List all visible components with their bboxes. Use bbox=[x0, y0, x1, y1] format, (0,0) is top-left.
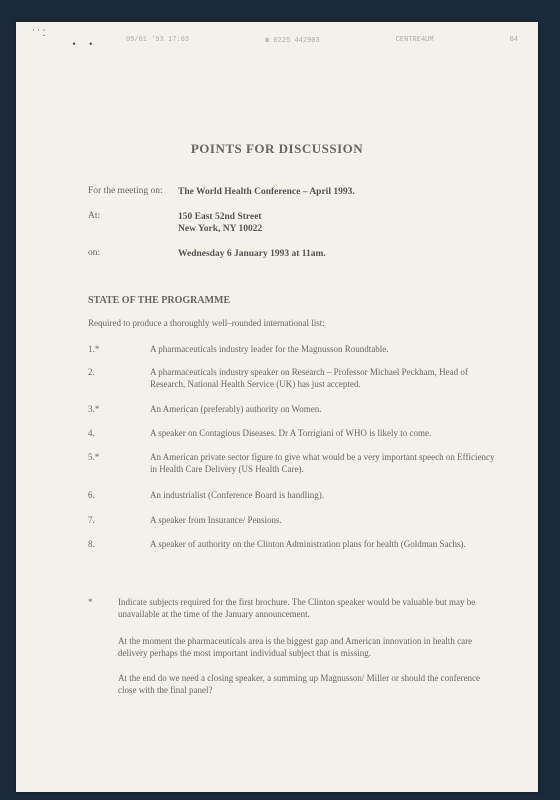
meeting-at-line2: New York, NY 10022 bbox=[178, 224, 263, 234]
item-number: 8. bbox=[88, 539, 95, 549]
footnote-asterisk: * bbox=[88, 597, 93, 607]
item-text: A speaker of authority on the Clinton Administration plans for health (Goldman Sachs). bbox=[150, 539, 466, 549]
item-number: 1.* bbox=[88, 344, 100, 354]
item-text: An American (preferably) authority on Women. bbox=[150, 404, 322, 414]
footnote-text: Indicate subjects required for the first brochure. The Clinton speaker would be valuable but may be unavailable at the time of the January announcement. bbox=[118, 597, 476, 619]
meeting-for-label: For the meeting on: bbox=[88, 186, 163, 196]
meeting-for-value: The World Health Conference – April 1993. bbox=[178, 187, 355, 197]
section-heading: STATE OF THE PROGRAMME bbox=[88, 295, 231, 306]
document-title: POINTS FOR DISCUSSION bbox=[190, 141, 364, 156]
document-page bbox=[16, 22, 538, 792]
fax-phone: ☎ 0225 442903 bbox=[265, 37, 320, 45]
item-number: 3.* bbox=[88, 404, 100, 414]
item-number: 4. bbox=[88, 428, 95, 438]
meeting-at-line1: 150 East 52nd Street bbox=[178, 212, 262, 222]
item-text: A pharmaceuticals industry speaker on Research – Professor Michael Peckham, Head of Research, National Health Service (UK) has just accepted. bbox=[150, 367, 468, 389]
fax-page-number: 04 bbox=[509, 36, 518, 44]
item-text: An industrialist (Conference Board is handling). bbox=[150, 490, 324, 500]
item-text: A speaker from Insurance/ Pensions. bbox=[150, 515, 282, 525]
fax-date: 05/01 '93 17:03 bbox=[126, 36, 190, 44]
section-intro: Required to produce a thoroughly well–rounded international list: bbox=[88, 318, 325, 328]
item-number: 6. bbox=[88, 490, 95, 500]
handwritten-marks: ˙ ˙ ⁚ • • bbox=[32, 28, 93, 49]
item-text: An American private sector figure to give what would be a very important speech on Efficiency in Health Care Delivery (US Health Care). bbox=[150, 452, 495, 474]
meeting-on-value: Wednesday 6 January 1993 at 11am. bbox=[178, 249, 326, 259]
fax-sender: CENTRE4UM bbox=[395, 36, 434, 44]
item-text: A speaker on Contagious Diseases. Dr A Torrigiani of WHO is likely to come. bbox=[150, 428, 432, 438]
fax-header bbox=[126, 36, 518, 45]
meeting-on-label: on: bbox=[88, 248, 101, 258]
item-number: 5.* bbox=[88, 452, 100, 462]
item-text: A pharmaceuticals industry leader for the Magnusson Roundtable. bbox=[150, 344, 389, 354]
paragraph: At the end do we need a closing speaker, a summing up Magnusson/ Miller or should the conference close with the final panel? bbox=[118, 673, 481, 695]
item-number: 2. bbox=[88, 367, 95, 377]
paragraph: At the moment the pharmaceuticals area is the biggest gap and American innovation in health care delivery perhaps the most important individual subject that is missing. bbox=[118, 636, 473, 658]
item-number: 7. bbox=[88, 515, 95, 525]
meeting-at-label: At: bbox=[88, 211, 101, 221]
